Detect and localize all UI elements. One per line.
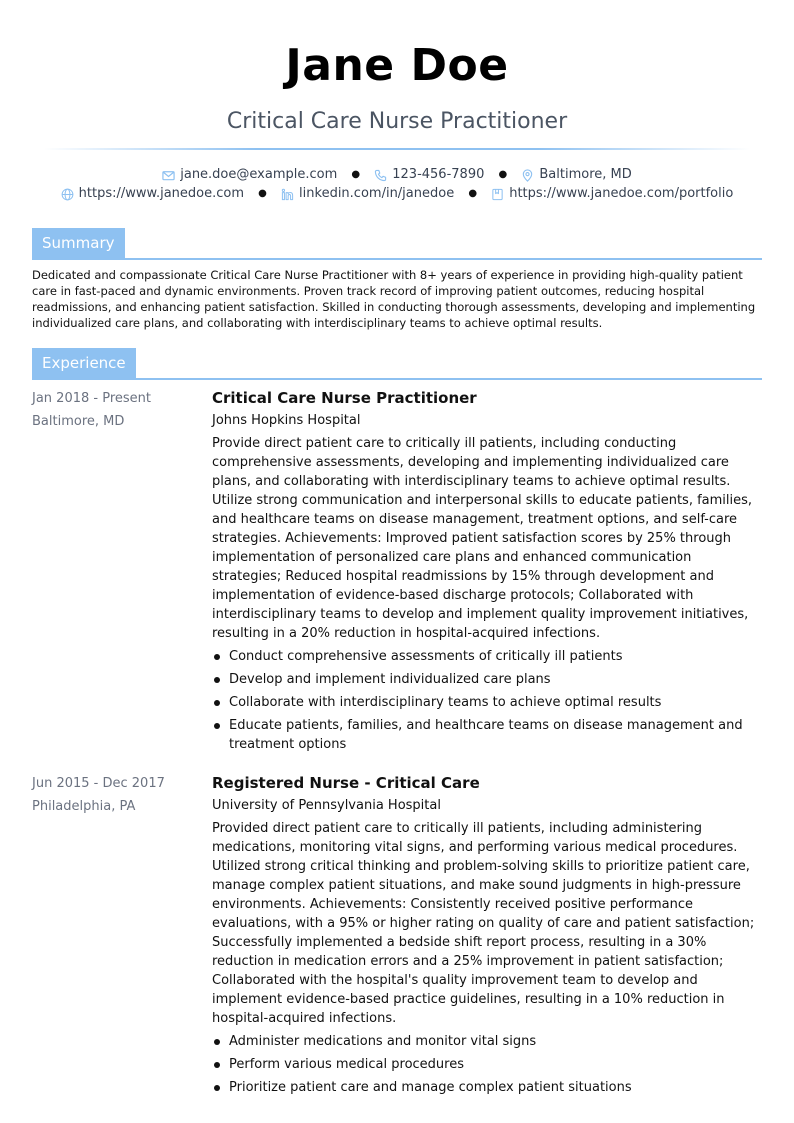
employer-name: University of Pennsylvania Hospital xyxy=(212,798,441,813)
contact-website[interactable] xyxy=(61,185,244,203)
contact-linkedin[interactable] xyxy=(281,185,454,203)
experience-divider xyxy=(32,378,762,380)
globe-icon xyxy=(61,188,74,201)
contact-website-text: https://www.janedoe.com xyxy=(78,186,245,201)
header-divider xyxy=(44,148,750,150)
candidate-name: Jane Doe xyxy=(285,40,509,91)
summary-text: Dedicated and compassionate Critical Care Nurse Practitioner with 8+ years of experience in providing high-quality patient care in fast-paced and dynamic environments. Proven track record of improving patient outcomes, reducing hospital readmissions, and enhancing patient satisfaction. Skilled in conducting thorough assessments, developing and implementing individualized care plans, and collaborating with interdisciplinary teams to achieve optimal results. xyxy=(32,268,756,330)
contact-location xyxy=(521,166,631,184)
contact-email[interactable] xyxy=(162,166,337,184)
portfolio-icon xyxy=(491,188,504,201)
job-bullet: Perform various medical procedures xyxy=(212,1055,764,1074)
employer-name: Johns Hopkins Hospital xyxy=(212,413,361,428)
job-bullet: Educate patients, families, and healthcare teams on disease management and treatment options xyxy=(212,716,764,754)
contact-email-text: jane.doe@example.com xyxy=(180,167,338,182)
summary-divider xyxy=(32,258,762,260)
experience-section-header xyxy=(32,348,762,378)
job-description: Provided direct patient care to critically ill patients, including administering medications, monitoring vital signs, and performing various medical procedures. Utilized strong critical thinking and problem-solving skills to prioritize patient care, manage complex patient situations, and make sound judgments in high-pressure environments. Achievements: Consistently received positive performance evaluations, with a 95% or higher rating on quality of care and patient satisfaction; Successfully implemented a bedside shift report process, resulting in a 30% reduction in medication errors and a 25% improvement in patient satisfaction; Collaborated with the hospital's quality improvement team to develop and implement evidence-based practice guidelines, resulting in a 10% reduction in hospital-acquired infections. xyxy=(212,821,755,1026)
experience-dates: Jun 2015 - Dec 2017 xyxy=(32,776,165,791)
contact-separator: ● xyxy=(468,188,478,199)
phone-icon xyxy=(374,169,387,182)
experience-location: Baltimore, MD xyxy=(32,414,125,429)
job-bullet: Prioritize patient care and manage complex patient situations xyxy=(212,1078,764,1097)
contact-portfolio-text: https://www.janedoe.com/portfolio xyxy=(509,186,734,201)
contact-row-links xyxy=(0,185,794,204)
job-bullet: Develop and implement individualized care plans xyxy=(212,670,764,689)
experience-dates: Jan 2018 - Present xyxy=(32,391,151,406)
job-title: Registered Nurse - Critical Care xyxy=(212,774,480,792)
candidate-headline: Critical Care Nurse Practitioner xyxy=(226,109,568,134)
job-bullet: Administer medications and monitor vital signs xyxy=(212,1032,764,1051)
job-bullet: Collaborate with interdisciplinary teams to achieve optimal results xyxy=(212,693,764,712)
experience-meta xyxy=(32,387,202,433)
experience-location: Philadelphia, PA xyxy=(32,799,136,814)
contact-separator: ● xyxy=(258,188,267,199)
contact-row-primary xyxy=(0,166,794,185)
experience-body xyxy=(212,772,764,1101)
contact-location-text: Baltimore, MD xyxy=(539,167,632,182)
experience-meta xyxy=(32,772,202,818)
summary-section-header xyxy=(32,228,762,258)
mail-icon xyxy=(162,169,175,182)
job-description: Provide direct patient care to critically ill patients, including conducting comprehensive assessments, developing and implementing individualized care plans, and collaborating with interdisciplinary teams to achieve optimal results. Utilize strong communication and interpersonal skills to educate patients, families, and healthcare teams on disease management, treatment options, and self-care strategies. Achievements: Improved patient satisfaction scores by 25% through implementation of personalized care plans and enhanced communication strategies; Reduced hospital readmissions by 15% through development and implementation of evidence-based discharge protocols; Collaborated with interdisciplinary teams to develop and implement quality improvement initiatives, resulting in a 20% reduction in hospital-acquired infections. xyxy=(212,436,753,641)
contact-phone[interactable] xyxy=(374,166,484,184)
summary-heading: Summary xyxy=(32,228,125,258)
contact-separator: ● xyxy=(351,169,361,180)
experience-body xyxy=(212,387,764,758)
contact-phone-text: 123-456-7890 xyxy=(392,167,485,182)
contact-linkedin-text: linkedin.com/in/janedoe xyxy=(299,186,455,201)
linkedin-icon xyxy=(281,188,294,201)
experience-heading: Experience xyxy=(32,348,136,378)
job-bullet: Conduct comprehensive assessments of critically ill patients xyxy=(212,647,764,666)
job-bullet-list xyxy=(212,1032,764,1097)
location-pin-icon xyxy=(521,169,534,182)
job-title: Critical Care Nurse Practitioner xyxy=(212,389,477,407)
contact-portfolio[interactable] xyxy=(491,185,733,203)
contact-separator: ● xyxy=(498,169,508,180)
job-bullet-list xyxy=(212,647,764,754)
